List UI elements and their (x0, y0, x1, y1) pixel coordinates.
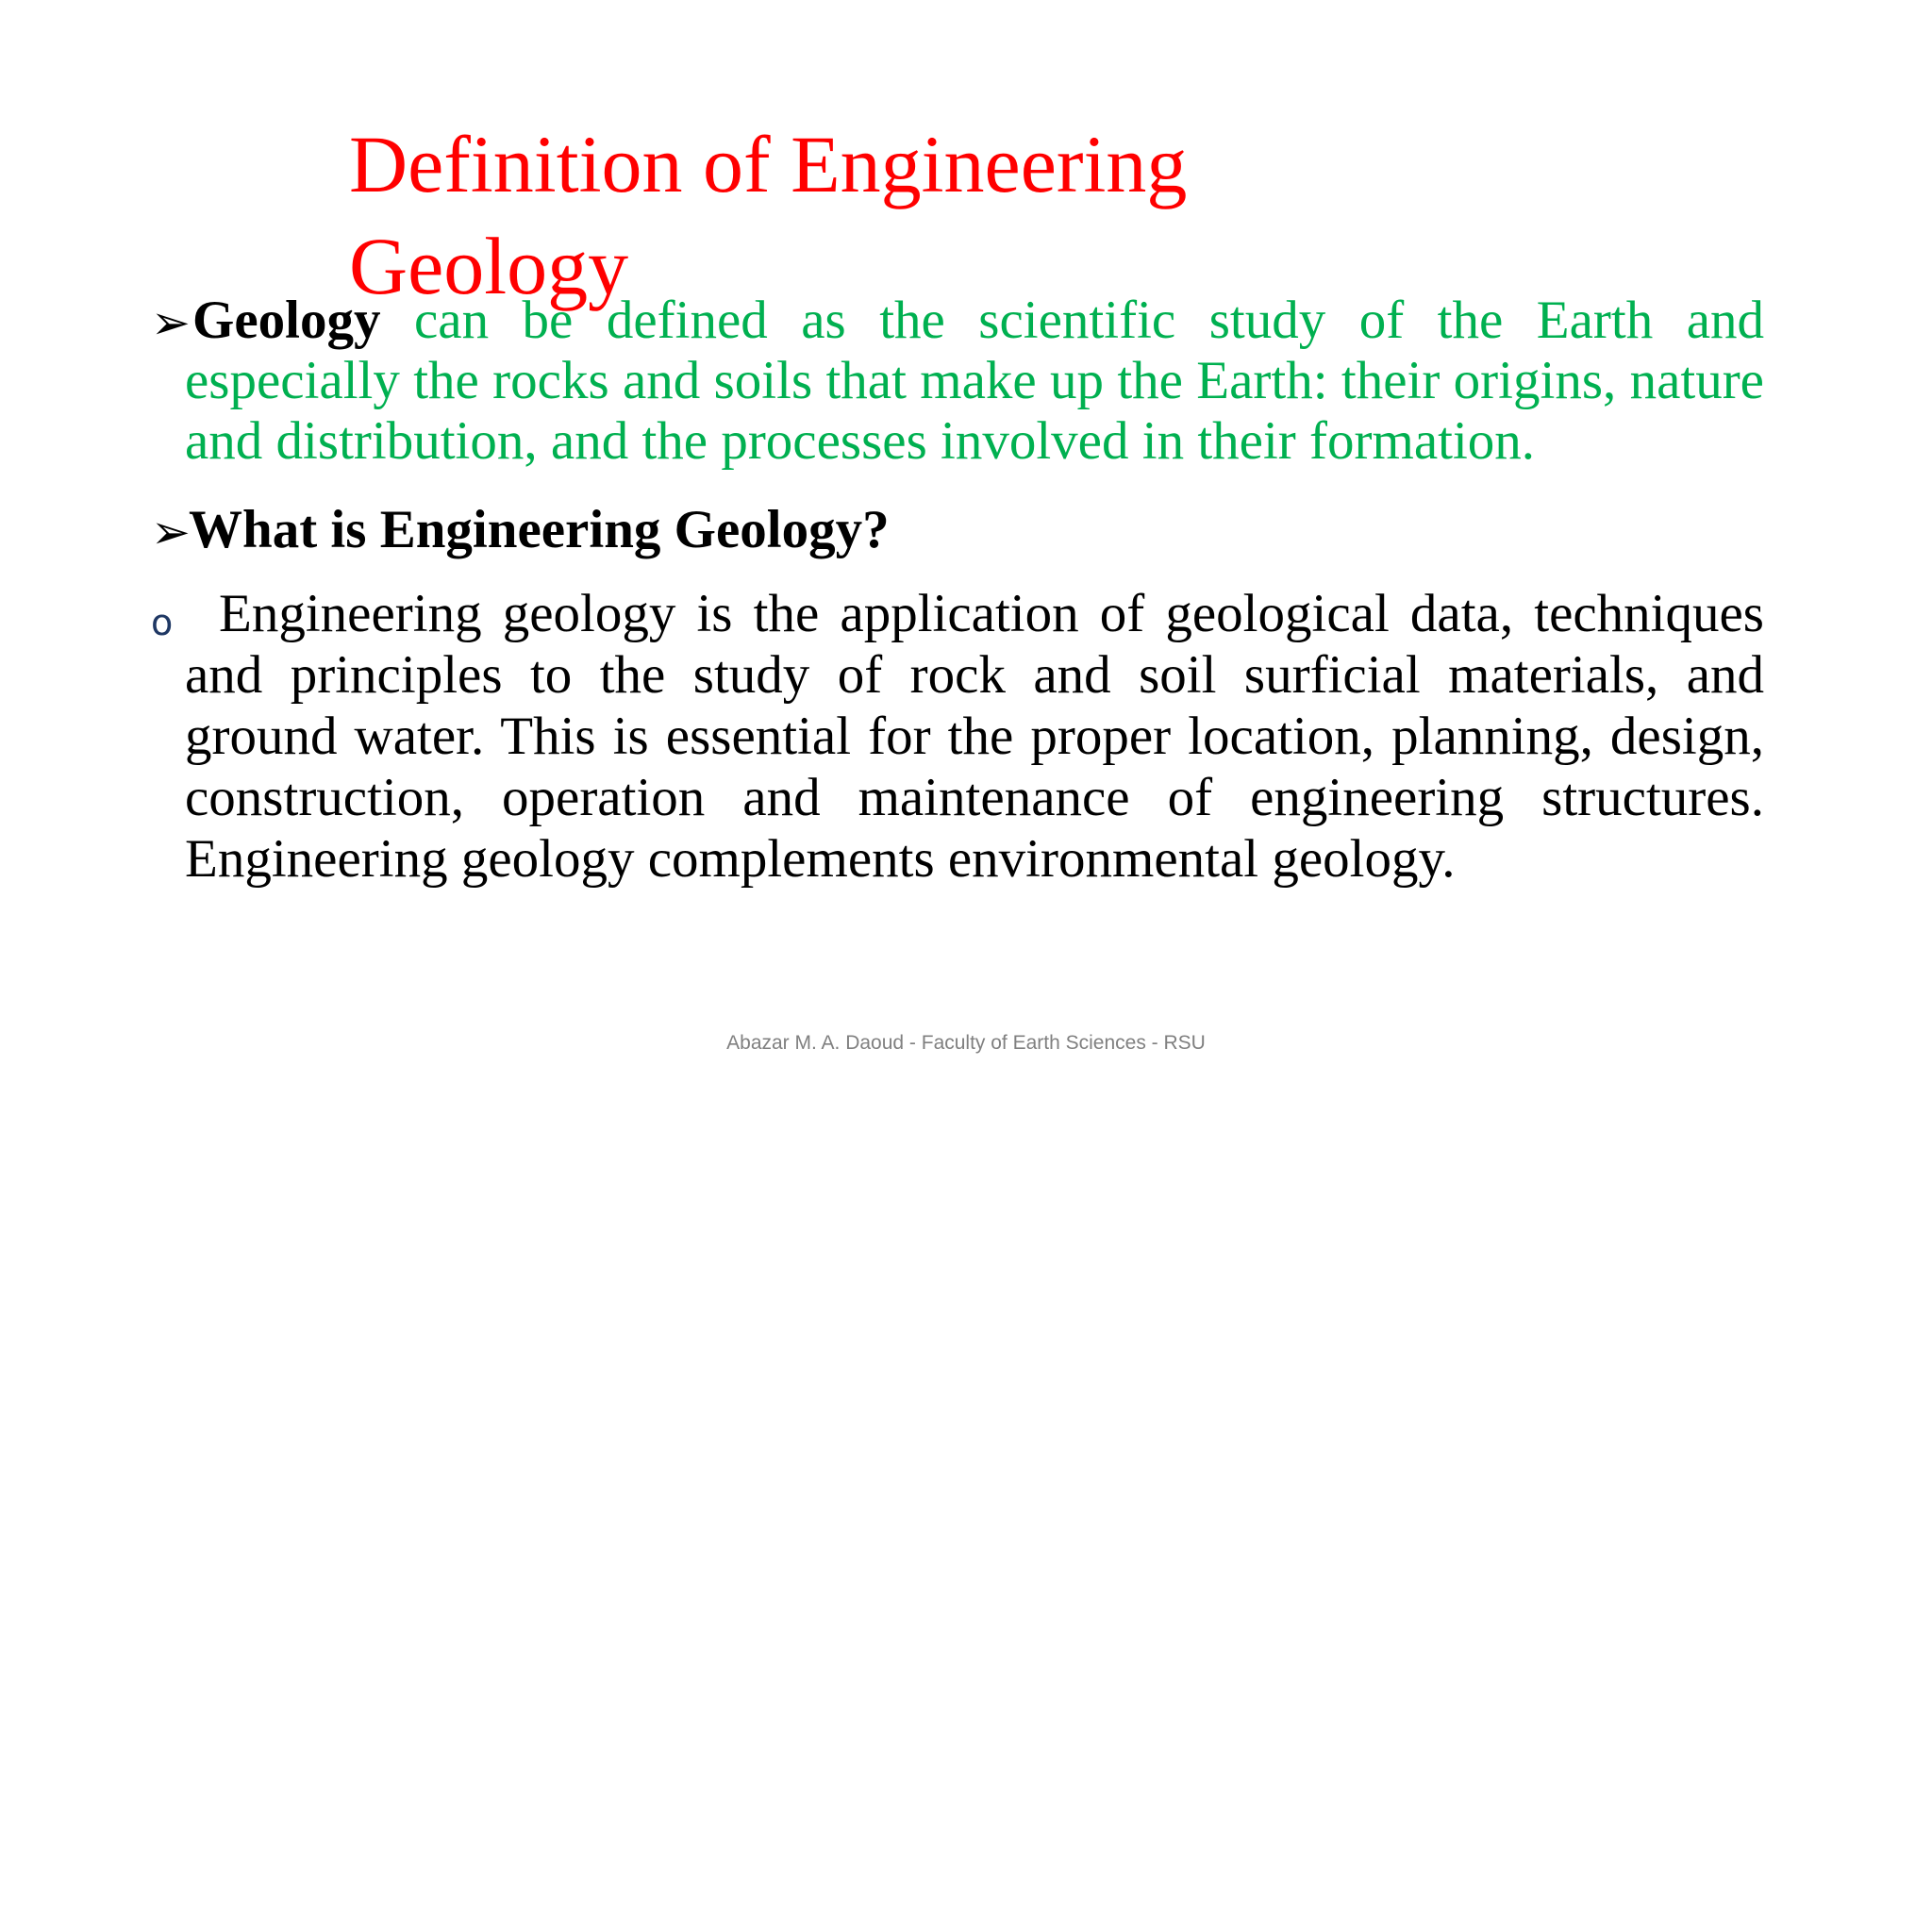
engineering-geology-paragraph: Engineering geology is the application of geological data, techniques and principles to the study of rock and soil surficial materials, and ground water. This is essential for the proper location, planning, design, construction, operation and maintenance of engineering structures. Engineering geology complements environmental geology. (185, 584, 1764, 889)
arrowhead-bullet-icon: ➢ (151, 296, 191, 349)
hollow-circle-bullet-icon: o (151, 602, 174, 643)
geology-definition-paragraph (151, 291, 1764, 472)
question-heading: What is Engineering Geology? (189, 500, 890, 559)
bullet-question-heading (151, 500, 1764, 560)
slide-title: Definition of Engineering Geology (349, 119, 1188, 311)
geology-term: Geology (192, 291, 381, 350)
bullet-geology-definition (151, 291, 1764, 472)
geology-definition-text: can be defined as the scientific study of the Earth and especially the rocks and soils that make up the Earth: their origins, nature and distribution, and the processes involved in their formation. (185, 291, 1764, 471)
arrowhead-bullet-icon: ➢ (151, 506, 191, 558)
bullet-engineering-geology-definition (151, 583, 1764, 890)
slide-footer: Abazar M. A. Daoud - Faculty of Earth Sciences - RSU (726, 1032, 1206, 1054)
